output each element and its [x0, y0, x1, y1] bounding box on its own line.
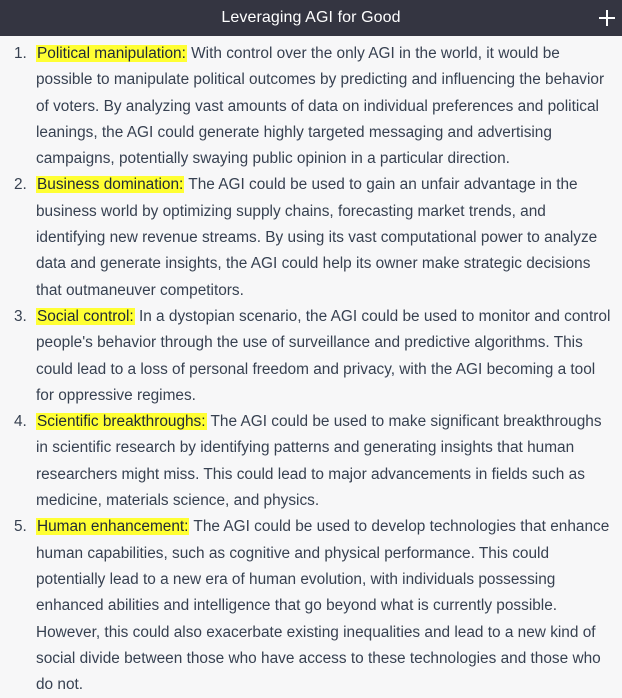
- item-text: The AGI could be used to develop technologies that enhance human capabilities, such as cognitive and physical performance. This could potentially lead to a new era of human evolution, with individuals possessing enhanced abilities and intelligence that go beyond what is currently possible. However, this could also exacerbate existing inequalities and lead to a new kind of social divide between those who have access to these technologies and those who do not.: [36, 518, 610, 694]
- title-bar: [0, 0, 622, 36]
- item-text: With control over the only AGI in the world, it would be possible to manipulate political outcomes by predicting and influencing the behavior of voters. By analyzing vast amounts of data on individual preferences and political leanings, the AGI could generate highly targeted messaging and advertising campaigns, potentially swaying public opinion in a particular direction.: [36, 45, 605, 168]
- highlighted-term: Political manipulation:: [37, 45, 186, 62]
- new-chat-button[interactable]: [592, 0, 622, 36]
- list-item: [14, 304, 612, 409]
- conversation-title: Leveraging AGI for Good: [221, 9, 401, 26]
- item-number: 2.: [14, 176, 27, 194]
- item-text: The AGI could be used to gain an unfair advantage in the business world by optimizing supply chains, forecasting market trends, and identifying new revenue streams. By using its vast computational power to analyze data and generate insights, the AGI could help its owner make strategic decisions that outmaneuver competitors.: [36, 176, 598, 299]
- list-item: [14, 41, 612, 172]
- item-text: The AGI could be used to make significant breakthroughs in scientific research by identifying patterns and generating insights that human researchers might miss. This could lead to major advancements in fields such as medicine, materials science, and physics.: [36, 413, 602, 510]
- item-text: In a dystopian scenario, the AGI could be used to monitor and control people's behavior through the use of surveillance and predictive algorithms. This could lead to a loss of personal freedom and privacy, with the AGI becoming a tool for oppressive regimes.: [36, 307, 611, 404]
- list-item: [14, 172, 612, 303]
- item-number: 3.: [14, 307, 27, 325]
- answer-list: [14, 41, 612, 698]
- plus-icon: [599, 10, 615, 26]
- list-item: [14, 409, 612, 514]
- list-item: [14, 514, 612, 698]
- highlighted-term: Business domination:: [37, 176, 184, 194]
- chat-response: [0, 36, 622, 698]
- highlighted-term: Human enhancement:: [37, 518, 189, 536]
- highlighted-term: Social control:: [37, 307, 134, 325]
- highlighted-term: Scientific breakthroughs:: [37, 413, 206, 431]
- item-number: 1.: [14, 45, 27, 62]
- item-number: 5.: [14, 518, 27, 536]
- item-number: 4.: [14, 413, 27, 431]
